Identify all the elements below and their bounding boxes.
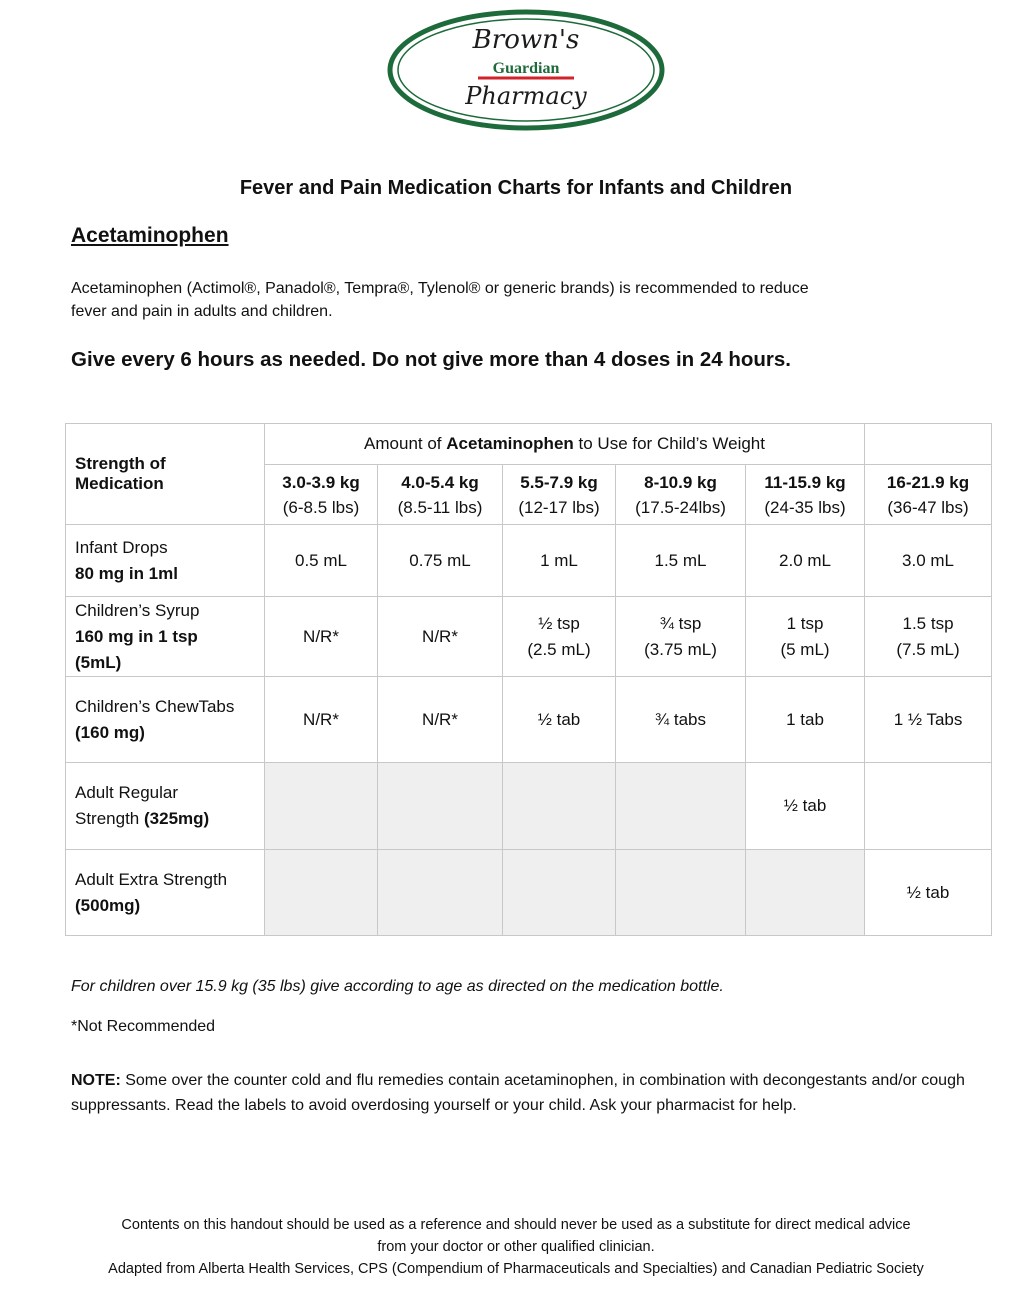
dose-cell: 0.5 mL	[265, 525, 378, 597]
dose-cell: ½ tsp (2.5 mL)	[503, 597, 616, 677]
intro-line-2: fever and pain in adults and children.	[71, 303, 333, 320]
medication-label: Adult Extra Strength (500mg)	[66, 850, 265, 936]
logo-line-guardian: Guardian	[492, 60, 560, 77]
weight-header: 11-15.9 kg (24-35 lbs)	[746, 465, 865, 525]
note-label: NOTE:	[71, 1072, 121, 1089]
weight-header: 8-10.9 kg (17.5-24lbs)	[616, 465, 746, 525]
dose-cell-empty	[378, 763, 503, 850]
section-heading: Acetaminophen	[71, 224, 229, 247]
table-row-adult-extra	[66, 850, 992, 936]
dose-cell: 1.5 mL	[616, 525, 746, 597]
dose-cell: N/R*	[265, 677, 378, 763]
dose-cell-empty	[616, 850, 746, 936]
dose-cell-empty	[265, 850, 378, 936]
medication-label: Children’s Syrup 160 mg in 1 tsp (5mL)	[66, 597, 265, 677]
table-row-childrens-syrup	[66, 597, 992, 677]
dose-cell: ½ tab	[865, 850, 992, 936]
dose-cell: 0.75 mL	[378, 525, 503, 597]
table-row-childrens-chewtabs	[66, 677, 992, 763]
dose-cell: 1 tab	[746, 677, 865, 763]
dose-cell-empty	[378, 850, 503, 936]
disclaimer	[0, 1214, 1032, 1280]
dose-cell: 1 mL	[503, 525, 616, 597]
strength-header: Strength of Medication	[66, 424, 265, 525]
pharmacy-logo	[386, 8, 666, 132]
dose-cell-empty	[746, 850, 865, 936]
dose-cell-empty	[616, 763, 746, 850]
intro-line-1: Acetaminophen (Actimol®, Panadol®, Tempra®, Tylenol® or generic brands) is recommended to reduce	[71, 280, 809, 297]
note-paragraph	[71, 1068, 971, 1118]
weight-header: 5.5-7.9 kg (12-17 lbs)	[503, 465, 616, 525]
logo-line-browns: Brown's	[472, 25, 580, 55]
dose-cell: 2.0 mL	[746, 525, 865, 597]
dose-cell: ½ tab	[746, 763, 865, 850]
dose-cell: ½ tab	[503, 677, 616, 763]
medication-label: Adult Regular Strength (325mg)	[66, 763, 265, 850]
weight-header: 16-21.9 kg (36-47 lbs)	[865, 465, 992, 525]
table-header-row	[66, 424, 992, 465]
dose-cell: ¾ tabs	[616, 677, 746, 763]
dose-cell-empty	[865, 763, 992, 850]
dose-cell: ¾ tsp (3.75 mL)	[616, 597, 746, 677]
amount-header: Amount of Acetaminophen to Use for Child’s Weight	[265, 424, 865, 465]
disclaimer-line-3: Adapted from Alberta Health Services, CPS (Compendium of Pharmaceuticals and Specialties) and Canadian Pediatric Society	[108, 1261, 924, 1277]
table-row-adult-regular	[66, 763, 992, 850]
dose-cell: N/R*	[378, 677, 503, 763]
medication-label: Infant Drops 80 mg in 1ml	[66, 525, 265, 597]
document-title: Fever and Pain Medication Charts for Infants and Children	[239, 177, 793, 199]
dose-cell: 1.5 tsp (7.5 mL)	[865, 597, 992, 677]
dose-cell: N/R*	[378, 597, 503, 677]
logo-graphic	[386, 8, 666, 132]
disclaimer-line-1: Contents on this handout should be used as a reference and should never be used as a substitute for direct medical advice	[121, 1217, 911, 1233]
dose-cell-empty	[265, 763, 378, 850]
disclaimer-line-2: from your doctor or other qualified clinician.	[377, 1239, 655, 1255]
medication-label: Children’s ChewTabs (160 mg)	[66, 677, 265, 763]
amount-header-blank	[865, 424, 992, 465]
dose-cell: 1 tsp (5 mL)	[746, 597, 865, 677]
dose-cell-empty	[503, 763, 616, 850]
dose-cell-empty	[503, 850, 616, 936]
dose-cell: 1 ½ Tabs	[865, 677, 992, 763]
weight-header: 4.0-5.4 kg (8.5-11 lbs)	[378, 465, 503, 525]
not-recommended-footnote: *Not Recommended	[71, 1018, 216, 1035]
logo-line-pharmacy: Pharmacy	[465, 82, 587, 110]
dosage-table	[65, 423, 992, 936]
table-row-infant-drops	[66, 525, 992, 597]
weight-header: 3.0-3.9 kg (6-8.5 lbs)	[265, 465, 378, 525]
dosing-rule: Give every 6 hours as needed. Do not give more than 4 doses in 24 hours.	[71, 348, 792, 371]
age-footnote: For children over 15.9 kg (35 lbs) give according to age as directed on the medication bottle.	[71, 978, 724, 995]
note-text: Some over the counter cold and flu remedies contain acetaminophen, in combination with decongestants and/or cough suppressants. Read the labels to avoid overdosing yourself or your child. Ask your pharmacist for help.	[71, 1072, 965, 1114]
intro-paragraph	[71, 277, 901, 323]
dose-cell: N/R*	[265, 597, 378, 677]
dose-cell: 3.0 mL	[865, 525, 992, 597]
